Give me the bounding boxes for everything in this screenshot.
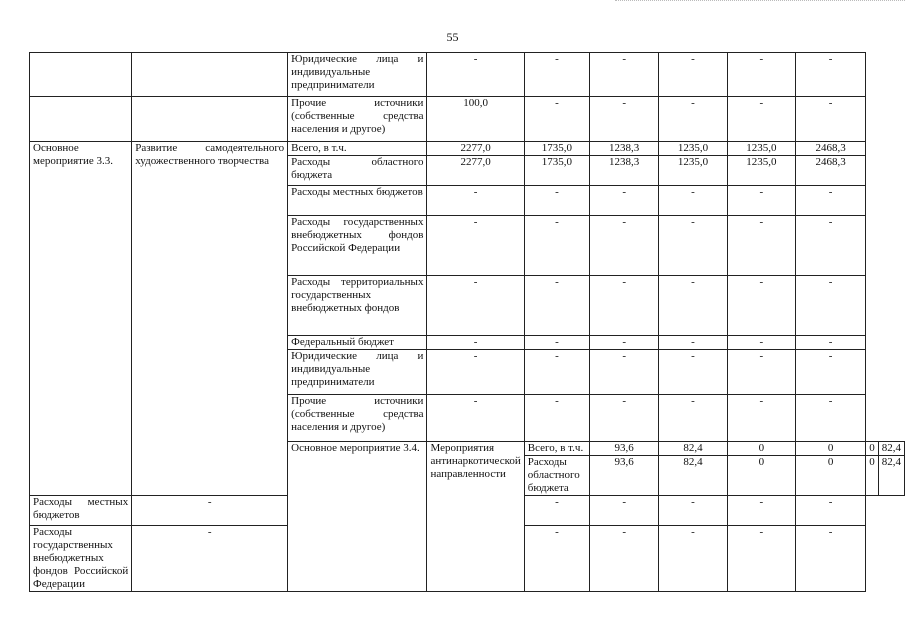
amount-cell: - <box>524 496 589 526</box>
budget-table-body <box>30 53 905 592</box>
funding-source-cell: Юридические лица и индивидуальные предприниматели <box>288 350 427 395</box>
amount-cell: - <box>727 186 795 216</box>
amount-cell: - <box>727 496 795 526</box>
amount-cell: - <box>659 336 727 350</box>
amount-cell: 2468,3 <box>796 142 866 156</box>
amount-cell: 1238,3 <box>590 142 659 156</box>
amount-cell: 0 <box>866 442 879 456</box>
amount-cell: - <box>796 216 866 276</box>
amount-cell: 0 <box>796 442 866 456</box>
amount-cell: 1235,0 <box>727 156 795 186</box>
amount-cell: - <box>590 526 659 592</box>
amount-cell: - <box>524 526 589 592</box>
amount-cell: - <box>796 350 866 395</box>
amount-cell: - <box>796 496 866 526</box>
funding-source-cell: Расходы местных бюджетов <box>288 186 427 216</box>
funding-source-cell: Расходы областного бюджета <box>524 456 589 496</box>
amount-cell: - <box>659 496 727 526</box>
amount-cell: 93,6 <box>590 456 659 496</box>
amount-cell: - <box>427 186 524 216</box>
amount-cell: 82,4 <box>659 456 727 496</box>
amount-cell: - <box>524 186 589 216</box>
amount-cell: - <box>590 336 659 350</box>
main-event-cell <box>30 53 132 97</box>
amount-cell: 0 <box>866 456 879 496</box>
amount-cell: - <box>524 216 589 276</box>
scan-edge-mark <box>615 0 905 4</box>
funding-source-cell: Расходы государственных внебюджетных фондов Российской Федерации <box>288 216 427 276</box>
amount-cell: - <box>659 526 727 592</box>
main-event-cell: Основное мероприятие 3.3. <box>30 142 132 496</box>
table-row <box>30 53 905 97</box>
amount-cell: 1235,0 <box>659 156 727 186</box>
amount-cell: 93,6 <box>590 442 659 456</box>
amount-cell: - <box>590 276 659 336</box>
amount-cell: - <box>659 97 727 142</box>
amount-cell: - <box>427 350 524 395</box>
amount-cell: - <box>427 395 524 442</box>
amount-cell: - <box>796 276 866 336</box>
amount-cell: - <box>590 395 659 442</box>
main-event-cell: Основное мероприятие 3.4. <box>288 442 427 592</box>
amount-cell: - <box>727 216 795 276</box>
amount-cell: 82,4 <box>878 442 904 456</box>
amount-cell: - <box>524 336 589 350</box>
amount-cell: 1235,0 <box>659 142 727 156</box>
amount-cell: - <box>727 350 795 395</box>
amount-cell: - <box>727 53 795 97</box>
amount-cell: - <box>590 53 659 97</box>
amount-cell: 0 <box>796 456 866 496</box>
amount-cell: - <box>796 97 866 142</box>
funding-source-cell: Расходы территориальных государственных внебюджетных фондов <box>288 276 427 336</box>
amount-cell: - <box>727 97 795 142</box>
amount-cell: 82,4 <box>878 456 904 496</box>
amount-cell: - <box>796 336 866 350</box>
event-name-cell: Мероприятия антинаркотической направленности <box>427 442 524 592</box>
amount-cell: 2277,0 <box>427 156 524 186</box>
amount-cell: - <box>659 350 727 395</box>
funding-source-cell: Всего, в т.ч. <box>288 142 427 156</box>
amount-cell: - <box>590 216 659 276</box>
amount-cell: 2277,0 <box>427 142 524 156</box>
amount-cell: - <box>524 53 589 97</box>
amount-cell: - <box>524 395 589 442</box>
amount-cell: 0 <box>727 442 795 456</box>
event-name-cell <box>132 53 288 97</box>
budget-table <box>29 52 905 592</box>
amount-cell: 2468,3 <box>796 156 866 186</box>
funding-source-cell: Федеральный бюджет <box>288 336 427 350</box>
amount-cell: - <box>659 395 727 442</box>
amount-cell: - <box>796 526 866 592</box>
funding-source-cell: Всего, в т.ч. <box>524 442 589 456</box>
amount-cell: 1735,0 <box>524 156 589 186</box>
amount-cell: - <box>727 526 795 592</box>
amount-cell: - <box>727 276 795 336</box>
amount-cell: - <box>427 216 524 276</box>
table-row <box>30 97 905 142</box>
amount-cell: - <box>132 526 288 592</box>
amount-cell: - <box>590 97 659 142</box>
amount-cell: - <box>727 336 795 350</box>
amount-cell: 1235,0 <box>727 142 795 156</box>
amount-cell: - <box>796 186 866 216</box>
page-number: 55 <box>446 30 459 44</box>
amount-cell: - <box>524 276 589 336</box>
amount-cell: - <box>727 395 795 442</box>
event-name-cell: Развитие самодеятельного художественного творчества <box>132 142 288 496</box>
amount-cell: - <box>590 496 659 526</box>
amount-cell: - <box>659 186 727 216</box>
amount-cell: 1735,0 <box>524 142 589 156</box>
event-name-cell <box>132 97 288 142</box>
amount-cell: - <box>524 350 589 395</box>
amount-cell: - <box>132 496 288 526</box>
funding-source-cell: Прочие источники (собственные средства населения и другое) <box>288 97 427 142</box>
main-event-cell <box>30 97 132 142</box>
amount-cell: - <box>659 53 727 97</box>
amount-cell: - <box>796 395 866 442</box>
amount-cell: - <box>659 216 727 276</box>
amount-cell: 0 <box>727 456 795 496</box>
funding-source-cell: Юридические лица и индивидуальные предприниматели <box>288 53 427 97</box>
amount-cell: - <box>524 97 589 142</box>
amount-cell: - <box>796 53 866 97</box>
funding-source-cell: Расходы государственных внебюджетных фондов Российской Федерации <box>30 526 132 592</box>
amount-cell: 1238,3 <box>590 156 659 186</box>
amount-cell: - <box>427 276 524 336</box>
amount-cell: 82,4 <box>659 442 727 456</box>
amount-cell: - <box>427 336 524 350</box>
amount-cell: - <box>427 53 524 97</box>
amount-cell: - <box>659 276 727 336</box>
amount-cell: 100,0 <box>427 97 524 142</box>
amount-cell: - <box>590 186 659 216</box>
amount-cell: - <box>590 350 659 395</box>
funding-source-cell: Расходы местных бюджетов <box>30 496 132 526</box>
funding-source-cell: Прочие источники (собственные средства населения и другое) <box>288 395 427 442</box>
table-row <box>30 142 905 156</box>
funding-source-cell: Расходы областного бюджета <box>288 156 427 186</box>
